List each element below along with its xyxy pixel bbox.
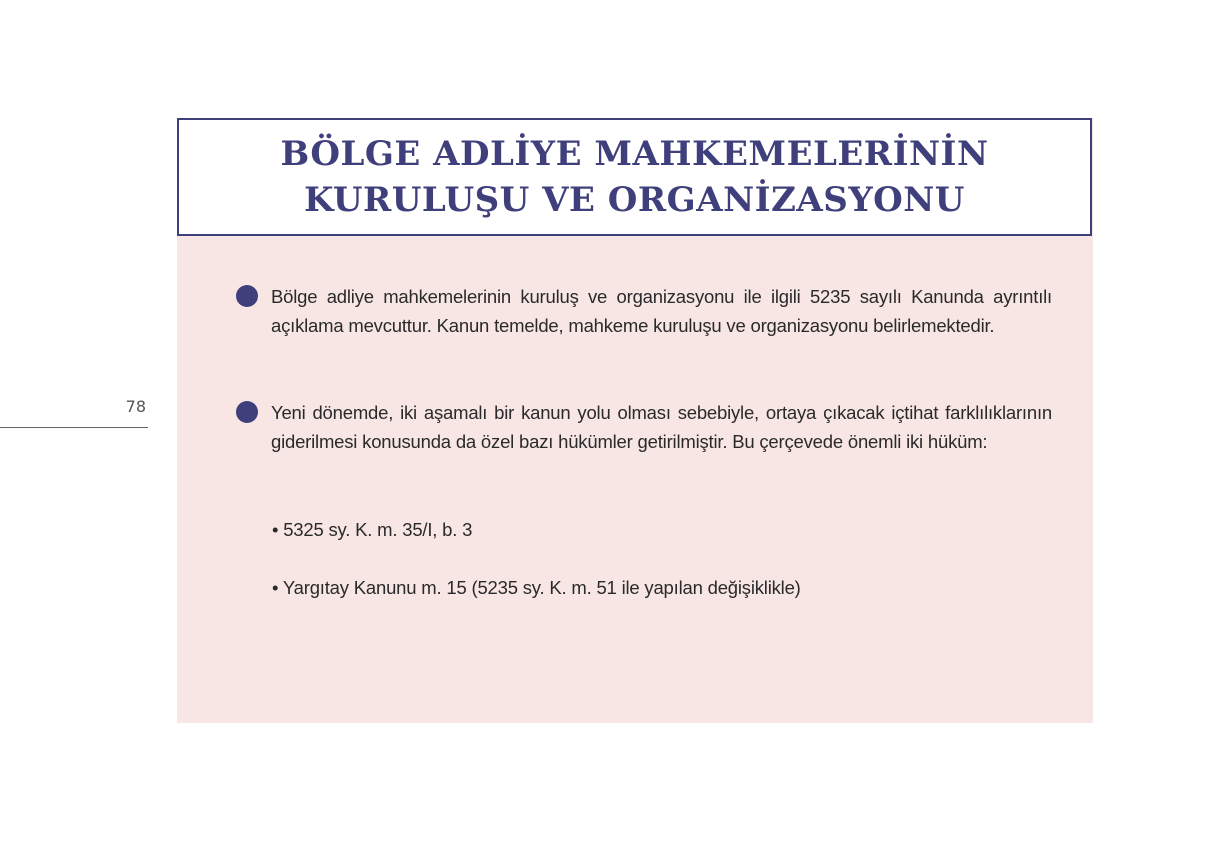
page-title-line-1: BÖLGE ADLİYE MAHKEMELERİNİN: [280, 134, 989, 174]
page-title-line-2: KURULUŞU VE ORGANİZASYONU: [304, 180, 965, 220]
page-number-rule: [0, 427, 148, 428]
page-number: 78: [125, 397, 146, 416]
title-box: [177, 118, 1092, 236]
bullet-item-1: Bölge adliye mahkemelerinin kuruluş ve organizasyonu ile ilgili 5235 sayılı Kanunda ayrıntılı açıklama mevcuttur. Kanun temelde, mahkeme kuruluşu ve organizasyonu belirlemektedir.: [271, 286, 1052, 336]
sub-item-1: • 5325 sy. K. m. 35/I, b. 3: [272, 519, 473, 540]
sub-item-2: • Yargıtay Kanunu m. 15 (5235 sy. K. m. 51 ile yapılan değişiklikle): [272, 577, 801, 598]
bullet-dot-icon: [236, 401, 258, 423]
bullet-dot-icon: [236, 285, 258, 307]
bullet-item-2: Yeni dönemde, iki aşamalı bir kanun yolu olması sebebiyle, ortaya çıkacak içtihat farklılıklarının giderilmesi konusunda da özel bazı hükümler getirilmiştir. Bu çerçevede önemli iki hüküm:: [271, 402, 1052, 452]
